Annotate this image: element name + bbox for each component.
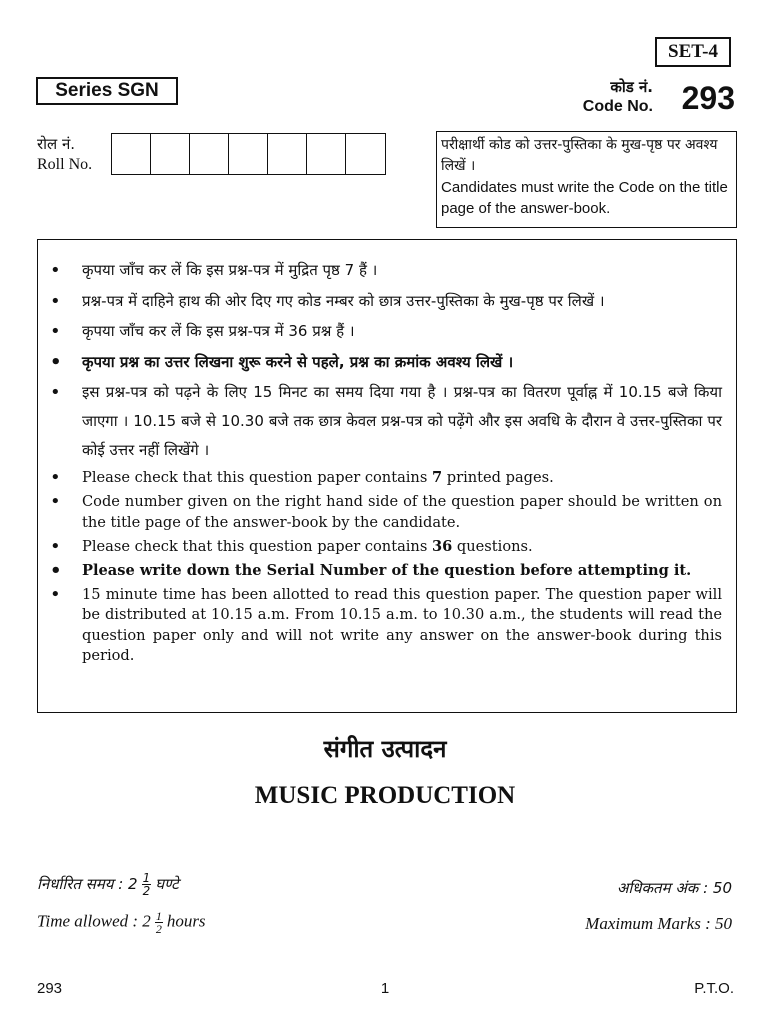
code-number: 293 bbox=[681, 80, 735, 116]
instruction-hindi-item: • प्रश्न-पत्र में दाहिने हाथ की ओर दिए गए कोड नम्बर को छात्र उत्तर-पुस्तिका के मुख-पृष्ठ पर लिखें । bbox=[48, 287, 722, 316]
fraction-denominator: 2 bbox=[155, 922, 162, 936]
pto-label: P.T.O. bbox=[694, 980, 734, 997]
instruction-text: Please check that this question paper contains bbox=[82, 537, 432, 555]
instruction-emphasis: 36 bbox=[431, 537, 453, 555]
roll-label-english: Roll No. bbox=[37, 156, 93, 173]
candidate-note-english: Candidates must write the Code on the title page of the answer-book. bbox=[441, 179, 728, 217]
time-hindi-suffix: घण्टे bbox=[155, 875, 179, 893]
instruction-english-item bbox=[48, 468, 722, 489]
time-fraction bbox=[155, 910, 163, 935]
instruction-english-item bbox=[48, 585, 722, 667]
time-english-suffix: hours bbox=[166, 911, 206, 931]
max-marks-english: Maximum Marks : 50 bbox=[585, 914, 732, 933]
candidate-code-note bbox=[436, 131, 737, 228]
roll-number-box[interactable] bbox=[190, 134, 229, 174]
page-number: 1 bbox=[380, 980, 390, 997]
time-english-prefix: Time allowed : 2 bbox=[37, 911, 151, 931]
max-marks-hindi: अधिकतम अंक : 50 bbox=[616, 879, 732, 897]
instruction-text: printed pages. bbox=[442, 469, 554, 486]
instruction-hindi-item: • कृपया जाँच कर लें कि इस प्रश्न-पत्र में मुद्रित पृष्ठ 7 हैं । bbox=[48, 256, 722, 285]
instructions-hindi-list bbox=[48, 256, 722, 465]
subject-title-english: MUSIC PRODUCTION bbox=[254, 782, 516, 809]
roll-number-box[interactable] bbox=[229, 134, 268, 174]
subject-title-hindi: संगीत उत्पादन bbox=[323, 735, 447, 763]
instruction-text: Code number given on the right hand side of the question paper should be written on the title page of the answer-book by the candidate. bbox=[82, 493, 722, 531]
roll-number-box[interactable] bbox=[307, 134, 346, 174]
roll-label-hindi: रोल नं. bbox=[37, 135, 76, 153]
candidate-note-hindi: परीक्षार्थी कोड को उत्तर-पुस्तिका के मुख-पृष्ठ पर अवश्य लिखें । bbox=[441, 137, 718, 174]
code-label-hindi: कोड नं. bbox=[610, 78, 653, 96]
instruction-english-item bbox=[48, 561, 722, 582]
instructions-box bbox=[37, 239, 737, 713]
instruction-hindi-item: • कृपया प्रश्न का उत्तर लिखना शुरू करने से पहले, प्रश्न का क्रमांक अवश्य लिखें । bbox=[48, 348, 722, 377]
series-label: Series SGN bbox=[36, 77, 178, 105]
instruction-text: 15 minute time has been allotted to read this question paper. The question paper will be distributed at 10.15 a.m. From 10.15 a.m. to 10.30 a.m., the students will read the question paper only and will not write any answer on the answer-book during this period. bbox=[82, 585, 722, 664]
roll-number-box[interactable] bbox=[268, 134, 307, 174]
roll-number-boxes bbox=[111, 133, 386, 175]
time-fraction bbox=[142, 872, 152, 897]
time-hindi-prefix: निर्धारित समय : 2 bbox=[37, 875, 138, 893]
set-label: SET-4 bbox=[655, 37, 731, 67]
instruction-english-item bbox=[48, 537, 722, 558]
instruction-text: Please write down the Serial Number of the question before attempting it. bbox=[82, 561, 692, 579]
time-allowed-english bbox=[37, 910, 206, 935]
fraction-numerator: 1 bbox=[155, 909, 162, 923]
instruction-english-item bbox=[48, 492, 722, 533]
instruction-text: Please check that this question paper contains bbox=[82, 469, 432, 486]
time-allowed-hindi bbox=[37, 872, 179, 897]
instruction-emphasis: 7 bbox=[431, 469, 443, 486]
roll-number-box[interactable] bbox=[151, 134, 190, 174]
roll-number-box[interactable] bbox=[112, 134, 151, 174]
instruction-hindi-item: • इस प्रश्न-पत्र को पढ़ने के लिए 15 मिनट का समय दिया गया है । प्रश्न-पत्र का वितरण पूर्वाह्न में 10.15 बजे किया जाएगा । 10.15 बजे से 10.30 बजे तक छात्र केवल प्रश्न-पत्र को पढ़ेंगे और इस अवधि के दौरान वे उत्तर-पुस्तिका पर कोई उत्तर नहीं लिखेंगे । bbox=[48, 378, 722, 465]
fraction-numerator: 1 bbox=[142, 871, 151, 885]
instruction-hindi-item: • कृपया जाँच कर लें कि इस प्रश्न-पत्र में 36 प्रश्न हैं । bbox=[48, 317, 722, 346]
fraction-denominator: 2 bbox=[142, 884, 151, 898]
roll-number-box[interactable] bbox=[346, 134, 385, 174]
footer-code: 293 bbox=[37, 980, 63, 997]
code-label-english: Code No. bbox=[582, 98, 653, 115]
instructions-english-list bbox=[48, 468, 722, 667]
instruction-text: questions. bbox=[452, 537, 533, 555]
